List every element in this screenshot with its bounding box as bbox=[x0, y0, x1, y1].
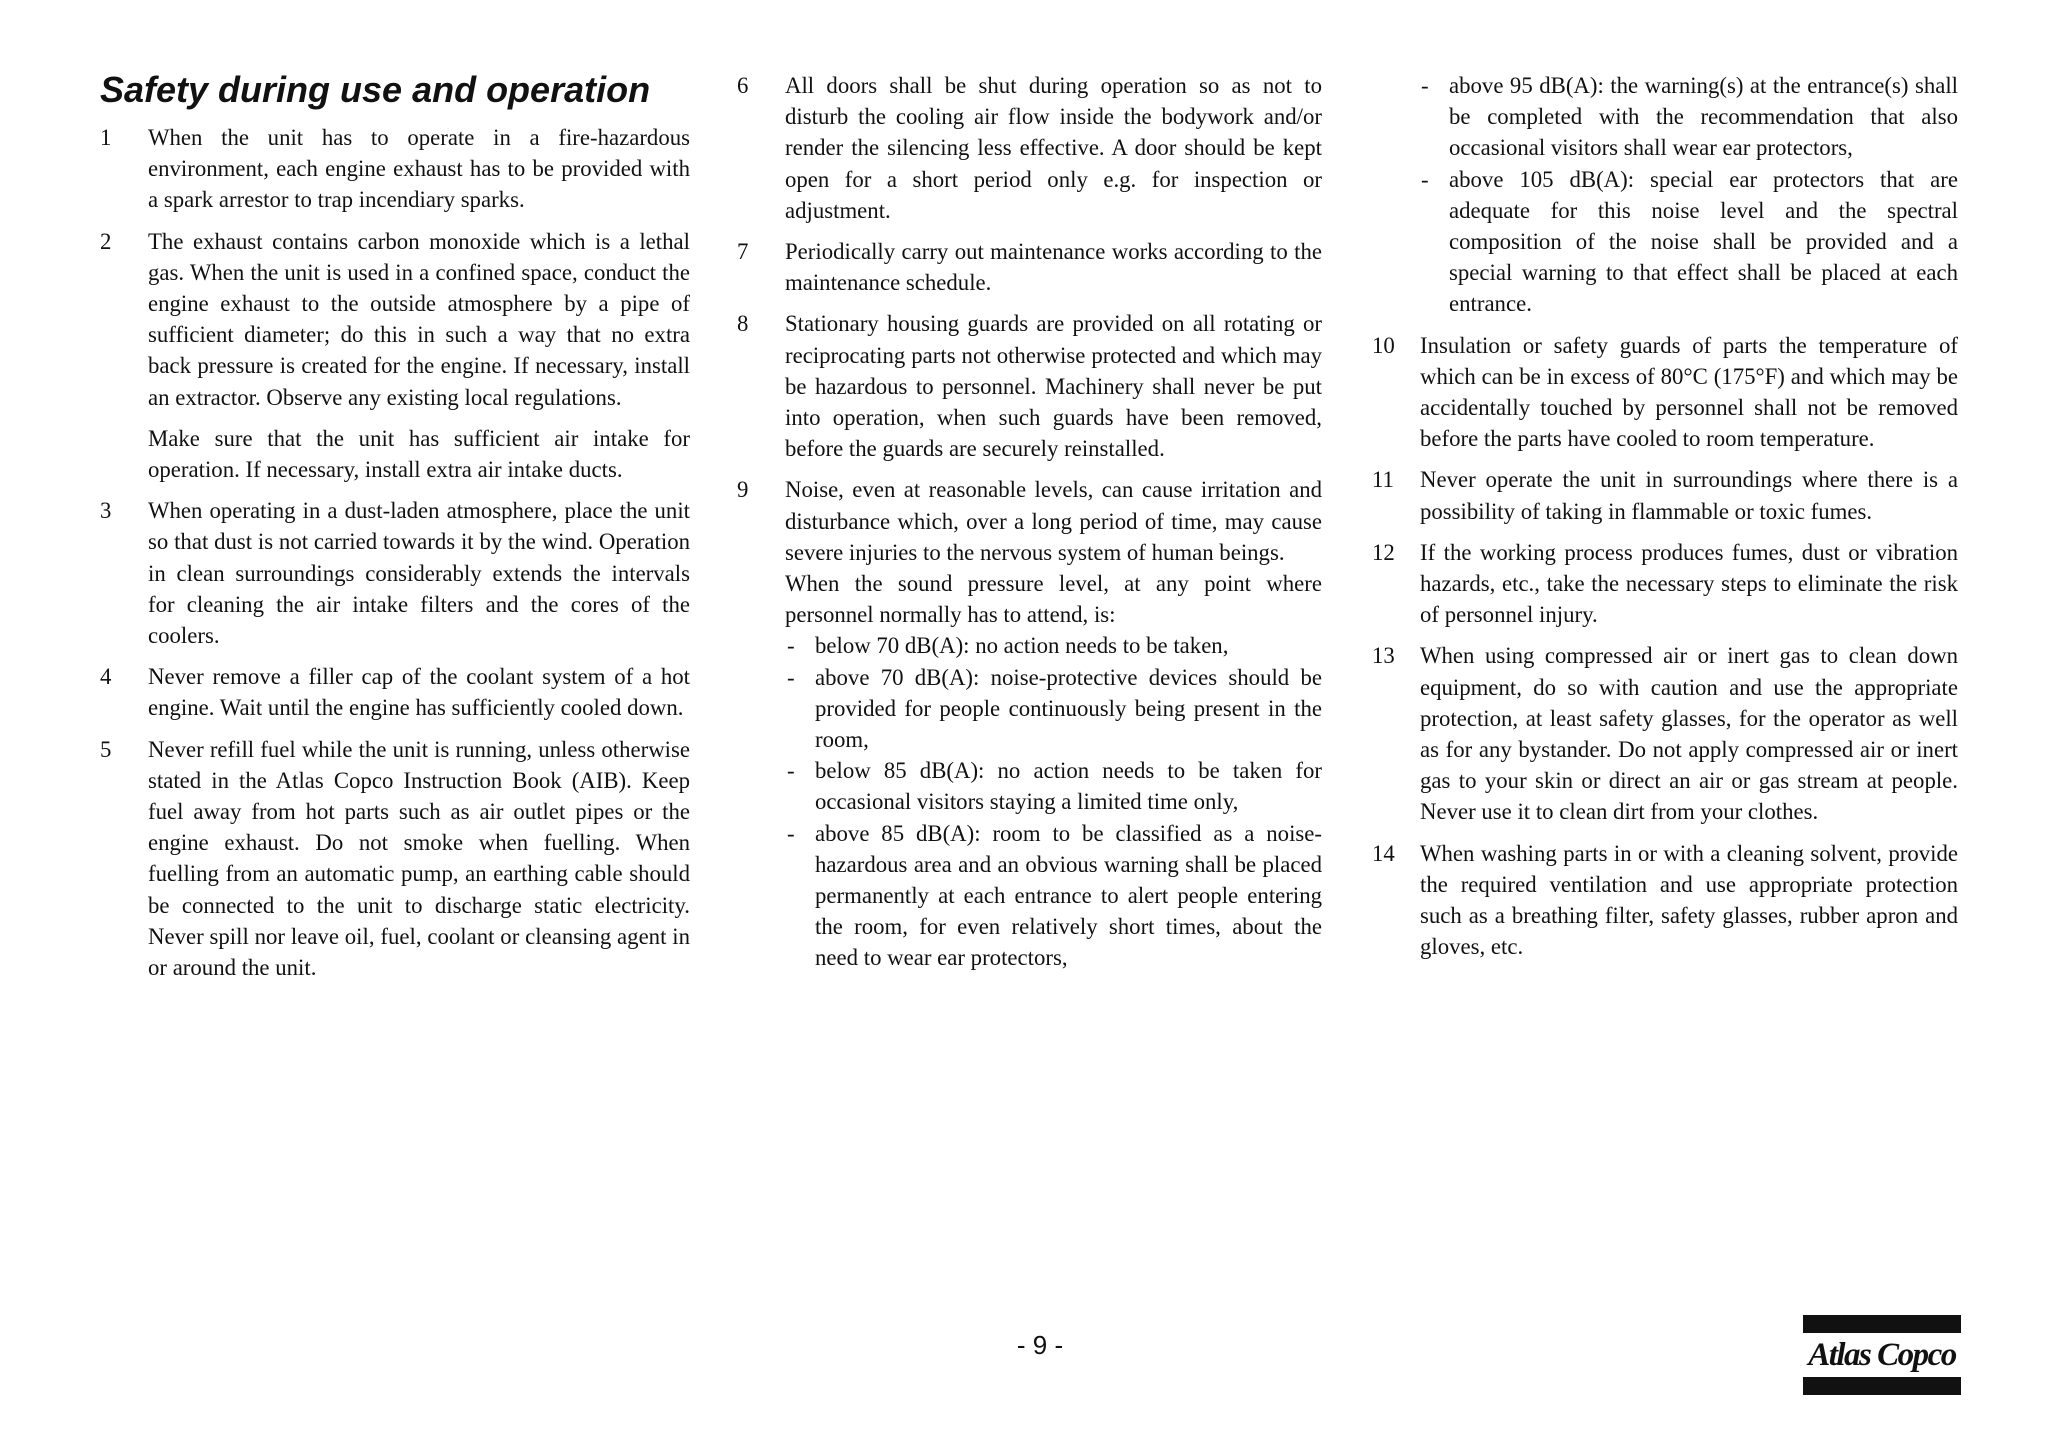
item-number: 2 bbox=[100, 228, 112, 254]
column-middle bbox=[737, 70, 1322, 984]
item-text: If the working process produces fumes, dust or vibration hazards, etc., take the necessary steps to eliminate the risk of personnel injury. bbox=[1420, 539, 1958, 628]
list-item-13 bbox=[1372, 640, 1958, 827]
section-title: Safety during use and operation bbox=[100, 69, 651, 110]
item-text: Never operate the unit in surroundings where there is a possibility of taking in flammable or toxic fumes. bbox=[1420, 467, 1958, 524]
bullet-dash: - bbox=[787, 633, 795, 659]
noise-level-bullet bbox=[1419, 70, 1958, 164]
list-item-10 bbox=[1372, 330, 1958, 455]
item-text: Stationary housing guards are provided on all rotating or reciprocating parts not otherwise protected and which may be hazardous to personnel. Machinery shall never be put into operation, when such guards have been removed, before the guards are securely reinstalled. bbox=[785, 311, 1322, 462]
item-number: 5 bbox=[100, 736, 112, 762]
bullet-dash: - bbox=[787, 664, 795, 690]
list-item-1 bbox=[100, 122, 690, 216]
item-number: 13 bbox=[1372, 643, 1395, 669]
noise-level-bullet bbox=[785, 818, 1322, 974]
column-left bbox=[100, 70, 690, 993]
item-number: 4 bbox=[100, 664, 112, 690]
item-text: Make sure that the unit has sufficient air intake for operation. If necessary, install extra air intake ducts. bbox=[148, 425, 690, 483]
noise-level-bullet bbox=[785, 630, 1322, 661]
item-number: 14 bbox=[1372, 840, 1395, 866]
bullet-text: above 95 dB(A): the warning(s) at the entrance(s) shall be completed with the recommendation that also occasional visitors shall wear ear protectors, bbox=[1449, 73, 1958, 161]
noise-level-list-continued bbox=[1419, 70, 1958, 320]
item-intro-text: When the sound pressure level, at any point where personnel normally has to attend, is: bbox=[785, 571, 1322, 628]
bullet-text: above 105 dB(A): special ear protectors that are adequate for this noise level and the spectral composition of the noise shall be provided and a special warning to that effect shall be placed at each entrance. bbox=[1449, 166, 1958, 317]
list-item-8 bbox=[737, 308, 1322, 464]
item-number: 1 bbox=[100, 125, 112, 150]
logo-bar-bottom bbox=[1803, 1377, 1961, 1395]
item-text: When operating in a dust-laden atmosphere, place the unit so that dust is not carried towards it by the wind. Operation in clean surroundings considerably extends the intervals for cleaning the air intake filters and the cores of the coolers. bbox=[148, 498, 690, 649]
list-item-11 bbox=[1372, 464, 1958, 526]
list-item-14 bbox=[1372, 838, 1958, 963]
item-number: 3 bbox=[100, 498, 112, 524]
bullet-text: above 85 dB(A): room to be classified as a noise-hazardous area and an obvious warning shall be placed permanently at each entrance to alert people entering the room, for even relatively short times, about the need to wear ear protectors, bbox=[815, 820, 1322, 971]
atlas-copco-logo bbox=[1803, 1315, 1961, 1395]
bullet-text: above 70 dB(A): noise-protective devices should be provided for people continuously being present in the room, bbox=[815, 664, 1322, 753]
list-item-6 bbox=[737, 70, 1322, 226]
column-right bbox=[1372, 70, 1958, 972]
list-item-3 bbox=[100, 495, 690, 651]
list-item-7 bbox=[737, 236, 1322, 298]
bullet-dash: - bbox=[1421, 166, 1429, 192]
bullet-dash: - bbox=[787, 820, 795, 846]
noise-level-bullet bbox=[785, 755, 1322, 817]
logo-wordmark: Atlas Copco bbox=[1808, 1337, 1956, 1373]
list-item-5 bbox=[100, 734, 690, 984]
item-text: All doors shall be shut during operation so as not to disturb the cooling air flow inside the bodywork and/or render the silencing less effective. A door should be kept open for a short period only e.g. for inspection or adjustment. bbox=[785, 73, 1322, 223]
item-text: The exhaust contains carbon monoxide which is a lethal gas. When the unit is used in a confined space, conduct the engine exhaust to the outside atmosphere by a pipe of sufficient diameter; do this in such a way that no extra back pressure is created for the engine. If necessary, install an extractor. Observe any existing local regulations. bbox=[148, 228, 690, 410]
item-text: When using compressed air or inert gas to clean down equipment, do so with caution and use the appropriate protection, at least safety glasses, for the operator as well as for any bystander. Do not apply compressed air or inert gas to your skin or direct an air or gas stream at people. Never use it to clean dirt from your clothes. bbox=[1420, 643, 1958, 825]
item-number: 11 bbox=[1372, 467, 1394, 493]
item-text: When the unit has to operate in a fire-hazardous environment, each engine exhaust has to be provided with a spark arrestor to trap incendiary sparks. bbox=[148, 125, 690, 213]
list-item-12 bbox=[1372, 537, 1958, 631]
item-number: 12 bbox=[1372, 539, 1395, 565]
noise-level-list bbox=[785, 630, 1322, 973]
bullet-text: below 85 dB(A): no action needs to be taken for occasional visitors staying a limited time only, bbox=[815, 758, 1322, 815]
item-text: When washing parts in or with a cleaning solvent, provide the required ventilation and use appropriate protection such as a breathing filter, safety glasses, rubber apron and gloves, etc. bbox=[1420, 840, 1958, 960]
bullet-dash: - bbox=[787, 758, 795, 784]
item-number: 9 bbox=[737, 477, 749, 503]
item-text: Insulation or safety guards of parts the temperature of which can be in excess of 80°C (175°F) and which may be accidentally touched by personnel shall not be removed before the parts have cooled to room temperature. bbox=[1420, 332, 1958, 452]
item-number: 10 bbox=[1372, 332, 1395, 358]
noise-level-bullet bbox=[785, 662, 1322, 756]
list-item-2 bbox=[100, 226, 690, 413]
list-item-9 bbox=[737, 474, 1322, 973]
item-text: Noise, even at reasonable levels, can cause irritation and disturbance which, over a long period of time, may cause severe injuries to the nervous system of human beings. bbox=[785, 477, 1322, 565]
item-number: 7 bbox=[737, 239, 749, 265]
noise-level-bullet bbox=[1419, 164, 1958, 320]
item-text: Never remove a filler cap of the coolant system of a hot engine. Wait until the engine has sufficiently cooled down. bbox=[148, 664, 690, 721]
item-number: 6 bbox=[737, 73, 749, 98]
logo-bar-top bbox=[1803, 1315, 1961, 1333]
item-text: Never refill fuel while the unit is running, unless otherwise stated in the Atlas Copco Instruction Book (AIB). Keep fuel away from hot parts such as air outlet pipes or the engine exhaust. Do not smoke when fuelling. When fuelling from an automatic pump, an earthing cable should be connected to the unit to discharge static electricity. Never spill nor leave oil, fuel, coolant or cleansing agent in or around the unit. bbox=[148, 736, 690, 981]
bullet-text: below 70 dB(A): no action needs to be taken, bbox=[815, 633, 1229, 659]
bullet-dash: - bbox=[1421, 73, 1429, 98]
list-item-4 bbox=[100, 661, 690, 723]
item-number: 8 bbox=[737, 311, 749, 337]
page-number: - 9 - bbox=[1016, 1330, 1064, 1360]
item-text: Periodically carry out maintenance works according to the maintenance schedule. bbox=[785, 239, 1322, 296]
list-item-2-continued bbox=[100, 423, 690, 485]
